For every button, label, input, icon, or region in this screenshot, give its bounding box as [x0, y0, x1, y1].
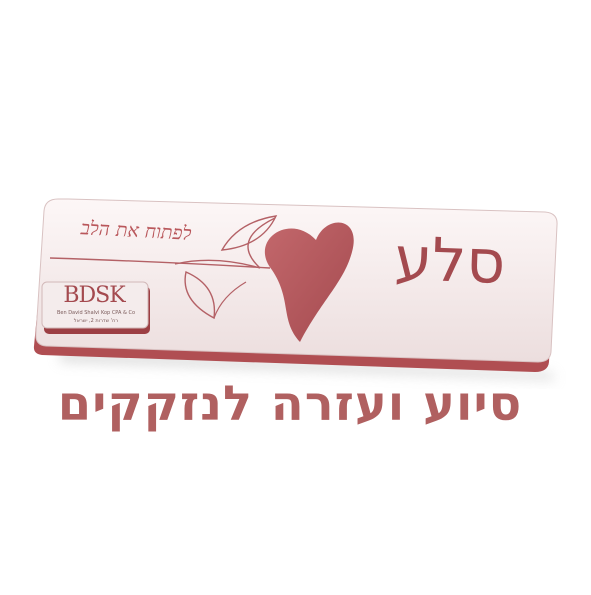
tagline: סיוע ועזרה לנזקקים [57, 376, 523, 432]
slogan-text: לפתוח את הלב [80, 217, 192, 245]
brand-name: סלע [393, 224, 507, 298]
sponsor-subtitle: Ben David Shalvi Kop CPA & Co [56, 310, 136, 316]
sponsor-mark: BDSK [63, 283, 125, 308]
sponsor-address: רח' שדרות 2, ישראל [73, 318, 119, 324]
